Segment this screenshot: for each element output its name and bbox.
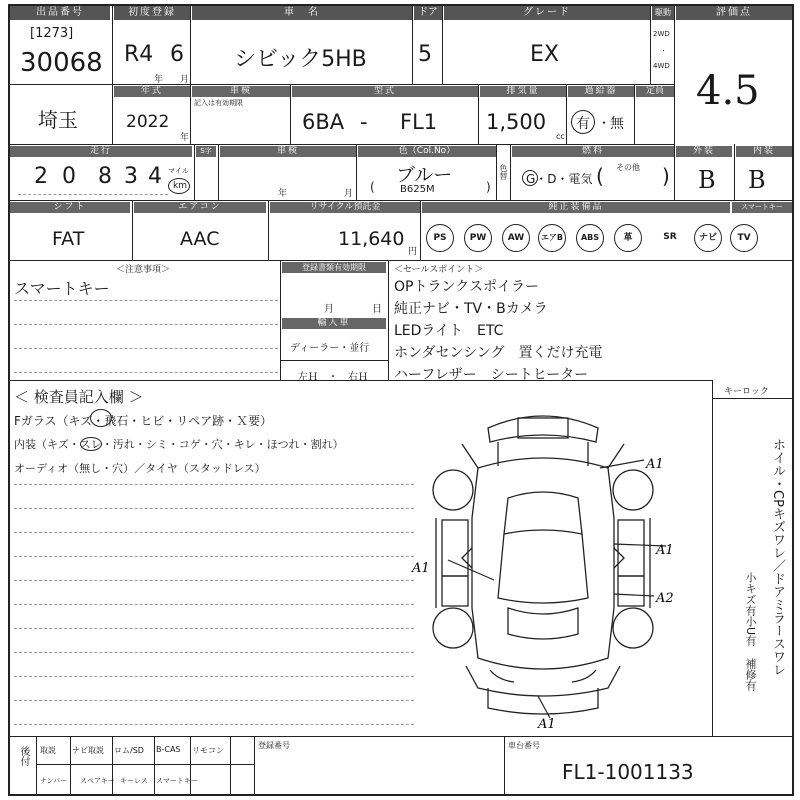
import-label: 輸入車 [282,318,386,329]
equipment-item: ナビ [694,224,722,252]
caution-text: スマートキー [14,279,110,298]
grade-value: EX [530,42,559,67]
turbo-yes: 有 [576,116,590,132]
reg-number-label: 登録番号 [258,741,290,750]
sales-point: ホンダセンシング 置くだけ充電 [394,345,603,361]
chassis-number: FL1-1001133 [562,760,694,784]
import-type: ディーラー・並行 [290,343,370,354]
recycle-value: 11,640 [338,228,405,250]
color-value: ブルー [396,164,453,186]
equipment-label: 純正装備品 [422,202,730,213]
side-note-small-scratch: 小キズ有 [744,572,757,616]
shift-label: シフト [10,202,130,213]
rear-item: B-CAS [156,745,181,754]
rear-item: 取説 [40,746,56,755]
glass-line: Fガラス（キズ・飛石・ヒビ・リペア跡・Ｘ要） [14,414,273,428]
equipment-item: 革 [614,224,642,252]
rear-item: キーレス [120,777,148,785]
equipment-item: PW [464,224,492,252]
damage-mark: A2 [656,591,674,606]
shaken-note: 記入は有効期限 [194,99,243,107]
year-unit-2: 年 [180,133,190,143]
rear-item: スペアキー [80,777,115,785]
exterior-grade: B [698,166,716,194]
rear-item: ロム/SD [114,746,144,755]
sales-label: ＜セールスポイント＞ [394,265,484,275]
equipment-item: SR [663,232,677,242]
year-unit: 年 [154,75,164,85]
shaken-label: 車検 [192,86,290,97]
color-code: B625M [400,184,435,195]
s-label: S字 [196,146,216,157]
recycle-label: リサイクル預託金 [270,202,420,213]
mile-label: マイル [168,167,189,175]
chassis-label: 車台番号 [508,741,540,750]
side-note-main: ホイル・CPキズワレ／ドアミラースワレ [770,438,785,676]
drive-label: 駆動 [652,6,674,20]
color-label: 色（Col.No） [358,146,496,157]
audio-line: オーディオ（無し・穴）／タイヤ（スタッドレス） [14,462,266,475]
first-reg-label: 初度登録 [114,6,190,20]
score-label: 評価点 [676,6,792,20]
displacement-unit: cc [556,132,565,141]
aircon-value: AAC [180,228,220,250]
mileage-digit: 8 [98,164,112,189]
model-dash: - [360,110,368,134]
inspection-date-label: 車検 [220,146,356,157]
rear-item: ナンバー [40,777,68,785]
year-label: 年式 [114,86,190,97]
color-change-label: 色替 [499,164,508,180]
auction-sheet: 出品番号 [1273] 30068 初度登録 R4 6 年 月 車 名 シビック5HB ドア 5 グレード EX 駆動 2WD ・ 4WD 評価点 4.5 埼玉 年式 2022 年 車検 記入は有効期限 型式 6BA - FL1 排気量 1,500 cc 過給器 有 ・ 無 定員 走行 2 0 8 3 4 マイル km S字 車検 年 月 色（Col.No） ブルー B625M ( ) 色替 燃料 G・D・電気 ( その他 ) 外装 B 内装 B シフト FAT エアコン AAC リサイクル預託金 11,640 円 純正装備品 スマートキー PS PW AW エアB ABS 革 SR ナビ TV ＜注意事項＞ スマートキー 登録書類有効期限 月 日 輸入車 ディーラー・並行 左Ｈ ・ 右Ｈ ＜セールスポイント＞ OPトランクスポイラー 純正ナビ・TV・Bカメラ LEDライト ETC ホンダセンシング 置くだけ充電 ハーフレザー シートヒーター キーロック ＜ 検査員記入欄 ＞ Fガラス（キズ・飛石・ヒビ・リペア跡・Ｘ要） 内装（キズ・スレ・汚れ・シミ・コゲ・穴・キレ・ほつれ・割れ） オーディオ（無し・穴）／タイヤ（スタッドレス） A1 A1 A2 A1 A1 ホイル・CPキズワレ／ドアミラースワレ 小キズ有 小U有 補修有 後付 取説 ナビ取説 ロム/SD B-CAS リモコン ナンバー スペアキー キーレス スマートキー 登録番号 車台番号 FL1-1001133 [8,4,794,796]
interior-line: 内装（キズ・スレ・汚れ・シミ・コゲ・穴・キレ・ほつれ・割れ） [14,438,344,451]
sales-point: ハーフレザー シートヒーター [394,367,589,383]
equipment-item: エアB [538,224,566,252]
side-note-repair: 補修有 [744,658,757,691]
reg-month: 6 [170,42,184,67]
mileage-digit: 4 [148,164,162,189]
registration-label: 登録書類有効期限 [282,262,386,273]
doors-label: ドア [414,6,442,20]
shift-value: FAT [52,228,85,250]
month-unit: 月 [180,75,190,85]
lot-small: [1273] [30,26,74,41]
drive-2wd: 2WD [653,30,670,38]
inspection-title: ＜ 検査員記入欄 ＞ [14,388,144,406]
drive-4wd: 4WD [653,62,670,70]
era-year: R4 [124,42,154,67]
sales-point: 純正ナビ・TV・Bカメラ [394,301,548,317]
lot-number: 30068 [20,48,103,78]
damage-mark: A1 [646,457,664,472]
car-name: シビック5HB [234,47,367,72]
exterior-label: 外装 [676,146,732,157]
mileage-label: 走行 [10,146,192,157]
car-name-label: 車 名 [192,6,412,20]
region-value: 埼玉 [38,108,78,132]
yen-unit: 円 [408,247,418,257]
grade-label: グレード [444,6,650,20]
model-label: 型式 [292,86,478,97]
year-unit-3: 年 [278,189,288,199]
displacement-label: 排気量 [480,86,566,97]
fuel-other: その他 [616,163,640,172]
equipment-item: TV [730,224,758,252]
rear-label: 後付 [18,746,29,766]
model-code: FL1 [400,110,438,134]
displacement-value: 1,500 [486,110,547,134]
lot-label: 出品番号 [10,6,110,20]
fuel-label: 燃料 [512,146,674,157]
reg-day-unit: 日 [372,304,382,315]
equipment-item: AW [502,224,530,252]
caution-label: ＜注意事項＞ [116,265,171,275]
month-unit-3: 月 [344,189,354,199]
interior-grade: B [748,166,766,194]
smart-key-label: スマートキー [732,202,792,213]
mileage-digit: 3 [124,164,138,189]
interior-label: 内装 [736,146,792,157]
sales-point: OPトランクスポイラー [394,279,540,295]
reg-month-unit: 月 [324,304,334,315]
turbo-no: 無 [610,116,624,132]
mileage-digit: 2 [34,164,48,189]
score-value: 4.5 [696,68,760,114]
damage-mark: A1 [412,561,430,576]
sales-point: LEDライト ETC [394,323,504,339]
equipment-item: ABS [576,224,604,252]
model-prefix: 6BA [302,110,345,134]
mileage-digit: 0 [62,164,76,189]
damage-mark: A1 [656,543,674,558]
rear-item: スマートキー [156,777,198,785]
side-note-dent: 小U有 [744,616,757,647]
key-lock-label: キーロック [724,387,769,397]
car-diagram [412,408,674,732]
rear-item: ナビ取説 [72,746,104,755]
aircon-label: エアコン [134,202,266,213]
rear-item: リモコン [192,746,224,755]
capacity-label: 定員 [636,86,674,97]
doors-value: 5 [418,42,432,67]
model-year: 2022 [126,112,170,132]
damage-mark: A1 [538,717,556,732]
turbo-label: 過給器 [568,86,634,97]
steering-side: 左Ｈ ・ 右Ｈ [298,372,368,383]
fuel-options: G・D・電気 [526,172,593,186]
equipment-item: PS [426,224,454,252]
km-label: km [173,181,187,191]
